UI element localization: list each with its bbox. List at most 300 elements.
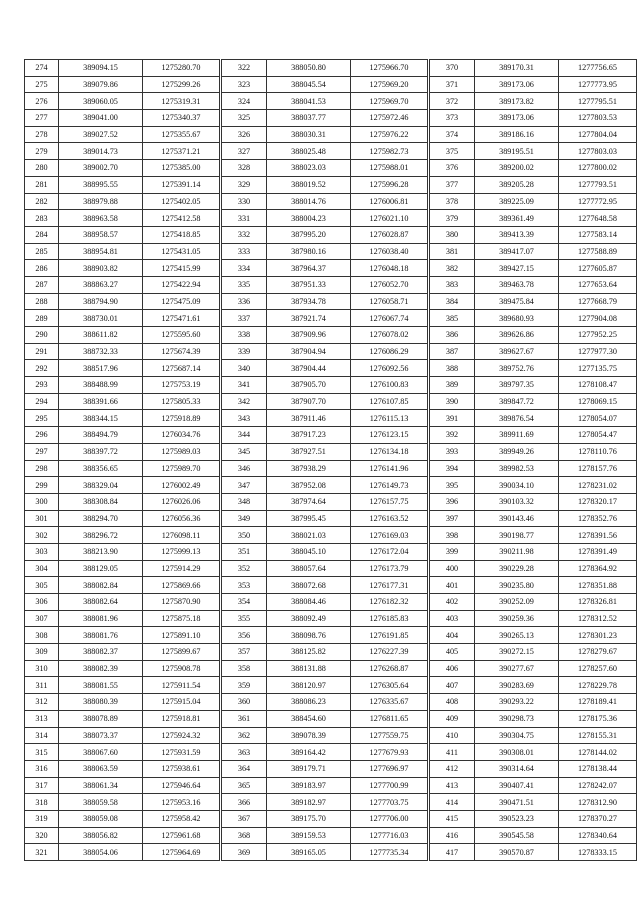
x-coordinate-cell: 389170.31 xyxy=(475,60,559,77)
y-coordinate-cell: 1278054.07 xyxy=(559,410,637,427)
x-coordinate-cell: 388732.33 xyxy=(59,343,143,360)
x-coordinate-cell: 388056.82 xyxy=(59,827,143,844)
y-coordinate-cell: 1275969.20 xyxy=(351,76,429,93)
point-number-cell: 354 xyxy=(221,594,267,611)
y-coordinate-cell: 1277716.03 xyxy=(351,827,429,844)
point-number-cell: 417 xyxy=(429,844,475,861)
x-coordinate-cell: 387974.64 xyxy=(267,493,351,510)
table-row xyxy=(25,627,637,644)
point-number-cell: 300 xyxy=(25,493,59,510)
y-coordinate-cell: 1278155.31 xyxy=(559,727,637,744)
table-row xyxy=(25,143,637,160)
y-coordinate-cell: 1275918.81 xyxy=(143,710,221,727)
table-row xyxy=(25,327,637,344)
y-coordinate-cell: 1278229.78 xyxy=(559,677,637,694)
y-coordinate-cell: 1275989.03 xyxy=(143,443,221,460)
point-number-cell: 367 xyxy=(221,810,267,827)
y-coordinate-cell: 1278054.47 xyxy=(559,427,637,444)
point-number-cell: 398 xyxy=(429,527,475,544)
point-number-cell: 290 xyxy=(25,327,59,344)
point-number-cell: 401 xyxy=(429,577,475,594)
y-coordinate-cell: 1277653.64 xyxy=(559,276,637,293)
x-coordinate-cell: 389175.70 xyxy=(267,810,351,827)
y-coordinate-cell: 1275385.00 xyxy=(143,160,221,177)
y-coordinate-cell: 1277668.79 xyxy=(559,293,637,310)
point-number-cell: 324 xyxy=(221,93,267,110)
y-coordinate-cell: 1275924.32 xyxy=(143,727,221,744)
y-coordinate-cell: 1276149.73 xyxy=(351,477,429,494)
point-number-cell: 408 xyxy=(429,694,475,711)
point-number-cell: 349 xyxy=(221,510,267,527)
point-number-cell: 383 xyxy=(429,276,475,293)
x-coordinate-cell: 388057.64 xyxy=(267,560,351,577)
point-number-cell: 301 xyxy=(25,510,59,527)
x-coordinate-cell: 388023.03 xyxy=(267,160,351,177)
y-coordinate-cell: 1278312.90 xyxy=(559,794,637,811)
table-row xyxy=(25,377,637,394)
x-coordinate-cell: 388059.08 xyxy=(59,810,143,827)
x-coordinate-cell: 388979.88 xyxy=(59,193,143,210)
y-coordinate-cell: 1275908.78 xyxy=(143,660,221,677)
y-coordinate-cell: 1277696.97 xyxy=(351,760,429,777)
x-coordinate-cell: 388356.65 xyxy=(59,460,143,477)
point-number-cell: 286 xyxy=(25,260,59,277)
y-coordinate-cell: 1276123.15 xyxy=(351,427,429,444)
y-coordinate-cell: 1277793.51 xyxy=(559,176,637,193)
point-number-cell: 414 xyxy=(429,794,475,811)
point-number-cell: 336 xyxy=(221,293,267,310)
point-number-cell: 312 xyxy=(25,694,59,711)
point-number-cell: 360 xyxy=(221,694,267,711)
y-coordinate-cell: 1276191.85 xyxy=(351,627,429,644)
point-number-cell: 368 xyxy=(221,827,267,844)
point-number-cell: 355 xyxy=(221,610,267,627)
x-coordinate-cell: 389911.69 xyxy=(475,427,559,444)
x-coordinate-cell: 389876.54 xyxy=(475,410,559,427)
x-coordinate-cell: 388037.77 xyxy=(267,110,351,127)
x-coordinate-cell: 389060.05 xyxy=(59,93,143,110)
y-coordinate-cell: 1276134.18 xyxy=(351,443,429,460)
table-row xyxy=(25,293,637,310)
table-row xyxy=(25,126,637,143)
y-coordinate-cell: 1278069.15 xyxy=(559,393,637,410)
point-number-cell: 281 xyxy=(25,176,59,193)
point-number-cell: 308 xyxy=(25,627,59,644)
x-coordinate-cell: 388082.37 xyxy=(59,644,143,661)
point-number-cell: 400 xyxy=(429,560,475,577)
y-coordinate-cell: 1275391.14 xyxy=(143,176,221,193)
table-row xyxy=(25,777,637,794)
x-coordinate-cell: 388004.23 xyxy=(267,210,351,227)
point-number-cell: 341 xyxy=(221,377,267,394)
point-number-cell: 362 xyxy=(221,727,267,744)
y-coordinate-cell: 1275431.05 xyxy=(143,243,221,260)
x-coordinate-cell: 389165.05 xyxy=(267,844,351,861)
y-coordinate-cell: 1278320.17 xyxy=(559,493,637,510)
y-coordinate-cell: 1278138.44 xyxy=(559,760,637,777)
point-number-cell: 283 xyxy=(25,210,59,227)
y-coordinate-cell: 1275918.89 xyxy=(143,410,221,427)
point-number-cell: 409 xyxy=(429,710,475,727)
x-coordinate-cell: 390298.73 xyxy=(475,710,559,727)
point-number-cell: 326 xyxy=(221,126,267,143)
y-coordinate-cell: 1275280.70 xyxy=(143,60,221,77)
x-coordinate-cell: 388308.84 xyxy=(59,493,143,510)
point-number-cell: 365 xyxy=(221,777,267,794)
x-coordinate-cell: 389752.76 xyxy=(475,360,559,377)
point-number-cell: 274 xyxy=(25,60,59,77)
point-number-cell: 385 xyxy=(429,310,475,327)
y-coordinate-cell: 1276067.74 xyxy=(351,310,429,327)
y-coordinate-cell: 1275961.68 xyxy=(143,827,221,844)
table-row xyxy=(25,410,637,427)
point-number-cell: 339 xyxy=(221,343,267,360)
point-number-cell: 357 xyxy=(221,644,267,661)
y-coordinate-cell: 1275958.42 xyxy=(143,810,221,827)
table-row xyxy=(25,527,637,544)
table-row xyxy=(25,794,637,811)
point-number-cell: 296 xyxy=(25,427,59,444)
point-number-cell: 413 xyxy=(429,777,475,794)
y-coordinate-cell: 1276169.03 xyxy=(351,527,429,544)
x-coordinate-cell: 389195.51 xyxy=(475,143,559,160)
x-coordinate-cell: 390143.46 xyxy=(475,510,559,527)
y-coordinate-cell: 1277804.04 xyxy=(559,126,637,143)
point-number-cell: 306 xyxy=(25,594,59,611)
table-row xyxy=(25,694,637,711)
y-coordinate-cell: 1276268.87 xyxy=(351,660,429,677)
y-coordinate-cell: 1276335.67 xyxy=(351,694,429,711)
table-row xyxy=(25,727,637,744)
y-coordinate-cell: 1276100.83 xyxy=(351,377,429,394)
x-coordinate-cell: 390272.15 xyxy=(475,644,559,661)
y-coordinate-cell: 1278301.23 xyxy=(559,627,637,644)
point-number-cell: 331 xyxy=(221,210,267,227)
y-coordinate-cell: 1275340.37 xyxy=(143,110,221,127)
x-coordinate-cell: 388454.60 xyxy=(267,710,351,727)
point-number-cell: 287 xyxy=(25,276,59,293)
y-coordinate-cell: 1277735.34 xyxy=(351,844,429,861)
table-row xyxy=(25,310,637,327)
point-number-cell: 386 xyxy=(429,327,475,344)
x-coordinate-cell: 390229.28 xyxy=(475,560,559,577)
x-coordinate-cell: 389159.53 xyxy=(267,827,351,844)
x-coordinate-cell: 389173.06 xyxy=(475,110,559,127)
x-coordinate-cell: 389200.02 xyxy=(475,160,559,177)
x-coordinate-cell: 390259.36 xyxy=(475,610,559,627)
y-coordinate-cell: 1275914.29 xyxy=(143,560,221,577)
table-row xyxy=(25,427,637,444)
y-coordinate-cell: 1276173.79 xyxy=(351,560,429,577)
point-number-cell: 293 xyxy=(25,377,59,394)
x-coordinate-cell: 388517.96 xyxy=(59,360,143,377)
y-coordinate-cell: 1278231.02 xyxy=(559,477,637,494)
point-number-cell: 288 xyxy=(25,293,59,310)
table-row xyxy=(25,60,637,77)
y-coordinate-cell: 1276227.39 xyxy=(351,644,429,661)
table-row xyxy=(25,393,637,410)
x-coordinate-cell: 388086.23 xyxy=(267,694,351,711)
point-number-cell: 366 xyxy=(221,794,267,811)
y-coordinate-cell: 1278340.64 xyxy=(559,827,637,844)
x-coordinate-cell: 388050.80 xyxy=(267,60,351,77)
point-number-cell: 337 xyxy=(221,310,267,327)
point-number-cell: 297 xyxy=(25,443,59,460)
point-number-cell: 374 xyxy=(429,126,475,143)
x-coordinate-cell: 390308.01 xyxy=(475,744,559,761)
x-coordinate-cell: 388081.55 xyxy=(59,677,143,694)
point-number-cell: 384 xyxy=(429,293,475,310)
point-number-cell: 309 xyxy=(25,644,59,661)
y-coordinate-cell: 1277800.02 xyxy=(559,160,637,177)
y-coordinate-cell: 1276185.83 xyxy=(351,610,429,627)
y-coordinate-cell: 1278326.81 xyxy=(559,594,637,611)
x-coordinate-cell: 389014.73 xyxy=(59,143,143,160)
x-coordinate-cell: 389027.52 xyxy=(59,126,143,143)
table-row xyxy=(25,226,637,243)
point-number-cell: 369 xyxy=(221,844,267,861)
x-coordinate-cell: 388213.90 xyxy=(59,543,143,560)
table-row xyxy=(25,844,637,861)
point-number-cell: 363 xyxy=(221,744,267,761)
table-row xyxy=(25,610,637,627)
table-row xyxy=(25,594,637,611)
table-row xyxy=(25,710,637,727)
point-number-cell: 345 xyxy=(221,443,267,460)
point-number-cell: 395 xyxy=(429,477,475,494)
point-number-cell: 410 xyxy=(429,727,475,744)
x-coordinate-cell: 389179.71 xyxy=(267,760,351,777)
y-coordinate-cell: 1276006.81 xyxy=(351,193,429,210)
point-number-cell: 310 xyxy=(25,660,59,677)
point-number-cell: 298 xyxy=(25,460,59,477)
table-row xyxy=(25,644,637,661)
y-coordinate-cell: 1275674.39 xyxy=(143,343,221,360)
y-coordinate-cell: 1277648.58 xyxy=(559,210,637,227)
point-number-cell: 327 xyxy=(221,143,267,160)
y-coordinate-cell: 1275899.67 xyxy=(143,644,221,661)
x-coordinate-cell: 388958.57 xyxy=(59,226,143,243)
y-coordinate-cell: 1278391.49 xyxy=(559,543,637,560)
x-coordinate-cell: 387995.20 xyxy=(267,226,351,243)
y-coordinate-cell: 1275422.94 xyxy=(143,276,221,293)
point-number-cell: 315 xyxy=(25,744,59,761)
y-coordinate-cell: 1276305.64 xyxy=(351,677,429,694)
point-number-cell: 348 xyxy=(221,493,267,510)
y-coordinate-cell: 1277773.95 xyxy=(559,76,637,93)
y-coordinate-cell: 1275415.99 xyxy=(143,260,221,277)
x-coordinate-cell: 388067.60 xyxy=(59,744,143,761)
x-coordinate-cell: 388061.34 xyxy=(59,777,143,794)
y-coordinate-cell: 1276028.87 xyxy=(351,226,429,243)
y-coordinate-cell: 1276811.65 xyxy=(351,710,429,727)
point-number-cell: 388 xyxy=(429,360,475,377)
point-number-cell: 334 xyxy=(221,260,267,277)
table-row xyxy=(25,543,637,560)
point-number-cell: 303 xyxy=(25,543,59,560)
y-coordinate-cell: 1275595.60 xyxy=(143,327,221,344)
point-number-cell: 378 xyxy=(429,193,475,210)
point-number-cell: 361 xyxy=(221,710,267,727)
y-coordinate-cell: 1277706.00 xyxy=(351,810,429,827)
y-coordinate-cell: 1278257.60 xyxy=(559,660,637,677)
point-number-cell: 291 xyxy=(25,343,59,360)
y-coordinate-cell: 1277583.14 xyxy=(559,226,637,243)
y-coordinate-cell: 1275972.46 xyxy=(351,110,429,127)
y-coordinate-cell: 1277605.87 xyxy=(559,260,637,277)
x-coordinate-cell: 388391.66 xyxy=(59,393,143,410)
point-number-cell: 370 xyxy=(429,60,475,77)
x-coordinate-cell: 390235.80 xyxy=(475,577,559,594)
point-number-cell: 304 xyxy=(25,560,59,577)
point-number-cell: 325 xyxy=(221,110,267,127)
point-number-cell: 372 xyxy=(429,93,475,110)
y-coordinate-cell: 1278364.92 xyxy=(559,560,637,577)
y-coordinate-cell: 1275418.85 xyxy=(143,226,221,243)
point-number-cell: 335 xyxy=(221,276,267,293)
point-number-cell: 390 xyxy=(429,393,475,410)
point-number-cell: 305 xyxy=(25,577,59,594)
table-row xyxy=(25,560,637,577)
y-coordinate-cell: 1278370.27 xyxy=(559,810,637,827)
y-coordinate-cell: 1277588.89 xyxy=(559,243,637,260)
x-coordinate-cell: 388063.59 xyxy=(59,760,143,777)
x-coordinate-cell: 389094.15 xyxy=(59,60,143,77)
point-number-cell: 278 xyxy=(25,126,59,143)
y-coordinate-cell: 1275988.01 xyxy=(351,160,429,177)
x-coordinate-cell: 388084.46 xyxy=(267,594,351,611)
y-coordinate-cell: 1275946.64 xyxy=(143,777,221,794)
table-row xyxy=(25,110,637,127)
y-coordinate-cell: 1277904.08 xyxy=(559,310,637,327)
y-coordinate-cell: 1275687.14 xyxy=(143,360,221,377)
y-coordinate-cell: 1276026.06 xyxy=(143,493,221,510)
y-coordinate-cell: 1278279.67 xyxy=(559,644,637,661)
point-number-cell: 321 xyxy=(25,844,59,861)
x-coordinate-cell: 388954.81 xyxy=(59,243,143,260)
point-number-cell: 393 xyxy=(429,443,475,460)
x-coordinate-cell: 390252.09 xyxy=(475,594,559,611)
y-coordinate-cell: 1277803.53 xyxy=(559,110,637,127)
point-number-cell: 415 xyxy=(429,810,475,827)
point-number-cell: 351 xyxy=(221,543,267,560)
y-coordinate-cell: 1276056.36 xyxy=(143,510,221,527)
point-number-cell: 387 xyxy=(429,343,475,360)
point-number-cell: 353 xyxy=(221,577,267,594)
x-coordinate-cell: 388397.72 xyxy=(59,443,143,460)
point-number-cell: 292 xyxy=(25,360,59,377)
coordinate-table xyxy=(24,59,637,861)
y-coordinate-cell: 1276172.04 xyxy=(351,543,429,560)
x-coordinate-cell: 387964.37 xyxy=(267,260,351,277)
point-number-cell: 412 xyxy=(429,760,475,777)
y-coordinate-cell: 1276115.13 xyxy=(351,410,429,427)
x-coordinate-cell: 389475.84 xyxy=(475,293,559,310)
point-number-cell: 279 xyxy=(25,143,59,160)
point-number-cell: 299 xyxy=(25,477,59,494)
point-number-cell: 411 xyxy=(429,744,475,761)
point-number-cell: 328 xyxy=(221,160,267,177)
x-coordinate-cell: 390570.87 xyxy=(475,844,559,861)
table-row xyxy=(25,443,637,460)
y-coordinate-cell: 1277803.03 xyxy=(559,143,637,160)
point-number-cell: 323 xyxy=(221,76,267,93)
point-number-cell: 275 xyxy=(25,76,59,93)
point-number-cell: 376 xyxy=(429,160,475,177)
table-row xyxy=(25,343,637,360)
y-coordinate-cell: 1275999.13 xyxy=(143,543,221,560)
table-row xyxy=(25,477,637,494)
table-row xyxy=(25,160,637,177)
y-coordinate-cell: 1275911.54 xyxy=(143,677,221,694)
y-coordinate-cell: 1278175.36 xyxy=(559,710,637,727)
point-number-cell: 381 xyxy=(429,243,475,260)
table-row xyxy=(25,810,637,827)
x-coordinate-cell: 388041.53 xyxy=(267,93,351,110)
table-row xyxy=(25,360,637,377)
x-coordinate-cell: 388344.15 xyxy=(59,410,143,427)
y-coordinate-cell: 1278391.56 xyxy=(559,527,637,544)
point-number-cell: 399 xyxy=(429,543,475,560)
y-coordinate-cell: 1276163.52 xyxy=(351,510,429,527)
x-coordinate-cell: 389680.93 xyxy=(475,310,559,327)
x-coordinate-cell: 389079.86 xyxy=(59,76,143,93)
y-coordinate-cell: 1277756.65 xyxy=(559,60,637,77)
point-number-cell: 280 xyxy=(25,160,59,177)
y-coordinate-cell: 1275976.22 xyxy=(351,126,429,143)
point-number-cell: 416 xyxy=(429,827,475,844)
point-number-cell: 371 xyxy=(429,76,475,93)
point-number-cell: 332 xyxy=(221,226,267,243)
y-coordinate-cell: 1275371.21 xyxy=(143,143,221,160)
y-coordinate-cell: 1275805.33 xyxy=(143,393,221,410)
point-number-cell: 396 xyxy=(429,493,475,510)
y-coordinate-cell: 1275966.70 xyxy=(351,60,429,77)
x-coordinate-cell: 387911.46 xyxy=(267,410,351,427)
coordinate-table-page xyxy=(24,59,616,861)
point-number-cell: 404 xyxy=(429,627,475,644)
point-number-cell: 350 xyxy=(221,527,267,544)
x-coordinate-cell: 387904.44 xyxy=(267,360,351,377)
table-row xyxy=(25,210,637,227)
y-coordinate-cell: 1276038.40 xyxy=(351,243,429,260)
point-number-cell: 346 xyxy=(221,460,267,477)
x-coordinate-cell: 388054.06 xyxy=(59,844,143,861)
x-coordinate-cell: 387951.33 xyxy=(267,276,351,293)
x-coordinate-cell: 390314.64 xyxy=(475,760,559,777)
x-coordinate-cell: 388082.64 xyxy=(59,594,143,611)
x-coordinate-cell: 387995.45 xyxy=(267,510,351,527)
point-number-cell: 373 xyxy=(429,110,475,127)
y-coordinate-cell: 1275402.05 xyxy=(143,193,221,210)
y-coordinate-cell: 1276021.10 xyxy=(351,210,429,227)
x-coordinate-cell: 387909.96 xyxy=(267,327,351,344)
point-number-cell: 389 xyxy=(429,377,475,394)
x-coordinate-cell: 388125.82 xyxy=(267,644,351,661)
x-coordinate-cell: 387938.29 xyxy=(267,460,351,477)
y-coordinate-cell: 1275412.58 xyxy=(143,210,221,227)
point-number-cell: 364 xyxy=(221,760,267,777)
x-coordinate-cell: 388611.82 xyxy=(59,327,143,344)
y-coordinate-cell: 1275938.61 xyxy=(143,760,221,777)
point-number-cell: 391 xyxy=(429,410,475,427)
point-number-cell: 302 xyxy=(25,527,59,544)
y-coordinate-cell: 1277795.51 xyxy=(559,93,637,110)
y-coordinate-cell: 1278157.76 xyxy=(559,460,637,477)
x-coordinate-cell: 388059.58 xyxy=(59,794,143,811)
point-number-cell: 392 xyxy=(429,427,475,444)
x-coordinate-cell: 387934.78 xyxy=(267,293,351,310)
